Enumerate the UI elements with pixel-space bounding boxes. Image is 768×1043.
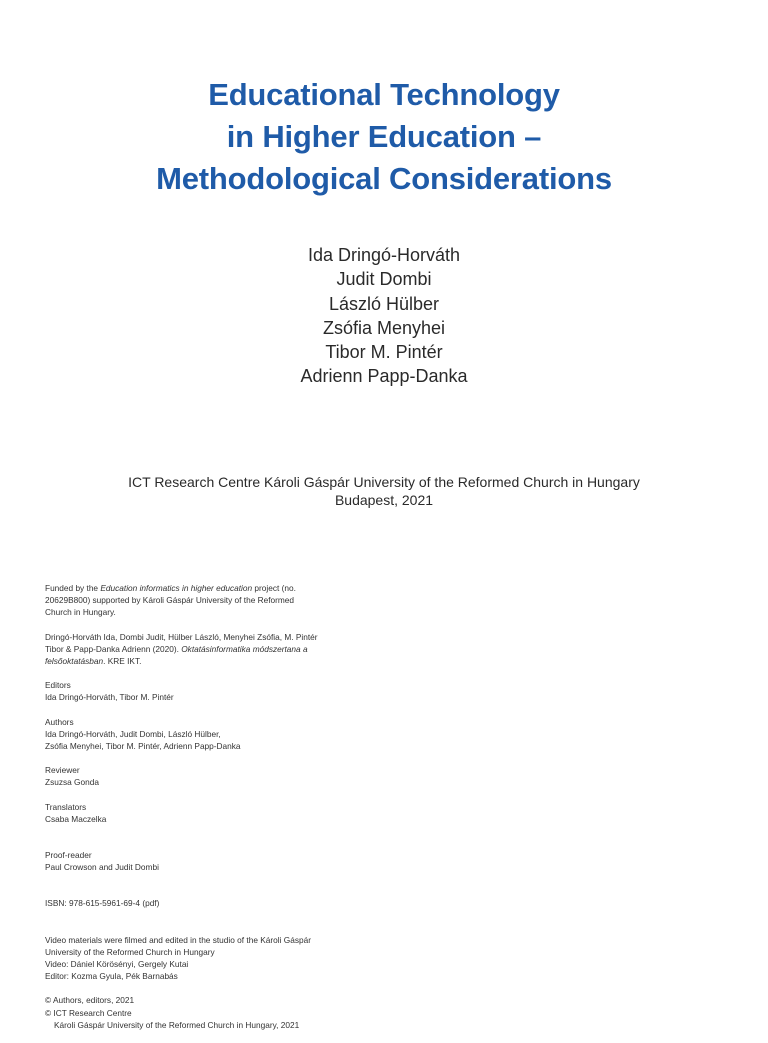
author-list — [0, 243, 768, 389]
reviewer-name: Zsuzsa Gonda — [45, 777, 99, 788]
author-name: Ida Dringó-Horváth — [307, 245, 461, 265]
copyright-line-3: Károli Gáspár University of the Reformed Church in Hungary, 2021 — [54, 1019, 300, 1030]
copyright-line-1: © Authors, editors, 2021 — [45, 995, 135, 1006]
citation-note — [45, 631, 335, 668]
funding-post: project (no. — [252, 583, 296, 593]
funding-line-1 — [45, 582, 335, 594]
citation-title-part-2: felsőoktatásban — [45, 656, 104, 667]
video-section — [45, 934, 335, 983]
title-line-1: Educational Technology — [208, 77, 560, 112]
author-name: Judit Dombi — [336, 269, 432, 290]
video-line-1: Video materials were filmed and edited in the studio of the Károli Gáspár — [45, 934, 311, 945]
title-line-2: in Higher Education – — [226, 119, 542, 154]
video-line-3: Video: Dániel Körösényi, Gergely Kutai — [45, 959, 189, 970]
author-name: Zsófia Menyhei — [322, 317, 446, 338]
editors-names: Ida Dringó-Horváth, Tibor M. Pintér — [45, 692, 174, 703]
funding-note — [45, 582, 335, 619]
citation-publisher: . KRE IKT. — [103, 656, 142, 667]
copyright-section — [45, 994, 335, 1031]
funding-project-title: Education informatics in higher education — [100, 583, 253, 593]
citation-authors-year: Tibor & Papp-Danka Adrienn (2020). — [45, 643, 182, 654]
copyright-line-2: © ICT Research Centre — [45, 1007, 132, 1018]
publisher-place-year: Budapest, 2021 — [334, 492, 434, 508]
funding-line-3: Church in Hungary. — [45, 607, 116, 618]
proofreader-label: Proof-reader — [45, 850, 92, 861]
isbn: ISBN: 978-615-5961-69-4 (pdf) — [45, 898, 160, 909]
author-name: László Hülber — [328, 293, 440, 314]
translators-label: Translators — [45, 801, 87, 812]
imprint-block — [45, 582, 335, 1043]
title-line-3: Methodological Considerations — [156, 161, 612, 196]
isbn-section — [45, 897, 335, 909]
editors-label: Editors — [45, 680, 71, 691]
authors-section — [45, 716, 335, 753]
citation-line-2 — [45, 643, 335, 655]
funding-line-2: 20629B800) supported by Károli Gáspár University of the Reformed — [45, 595, 295, 606]
citation-line-1: Dringó-Horváth Ida, Dombi Judit, Hülber László, Menyhei Zsófia, M. Pintér — [45, 631, 318, 642]
editors-section — [45, 679, 335, 703]
proofreader-names: Paul Crowson and Judit Dombi — [45, 862, 159, 873]
video-line-2: University of the Reformed Church in Hungary — [45, 946, 215, 957]
funding-pre: Funded by the — [45, 583, 101, 593]
reviewer-section — [45, 764, 335, 788]
translators-name: Csaba Maczelka — [45, 813, 107, 824]
citation-title-part-1: Oktatásinformatika módszertana a — [181, 643, 308, 654]
publisher-block — [0, 473, 768, 509]
proofreader-section — [45, 849, 335, 873]
author-name: Tibor M. Pintér — [325, 342, 443, 363]
video-line-4: Editor: Kozma Gyula, Pék Barnabás — [45, 971, 178, 982]
reviewer-label: Reviewer — [45, 765, 80, 776]
citation-line-3 — [45, 655, 335, 667]
authors-line-2: Zsófia Menyhei, Tibor M. Pintér, Adrienn Papp-Danka — [45, 741, 241, 752]
book-title — [0, 74, 768, 200]
author-name: Adrienn Papp-Danka — [300, 366, 468, 387]
authors-label: Authors — [45, 716, 74, 727]
publisher-institution: ICT Research Centre Károli Gáspár University of the Reformed Church in Hungary — [128, 474, 640, 490]
authors-line-1: Ida Dringó-Horváth, Judit Dombi, László Hülber, — [45, 728, 221, 739]
translators-section — [45, 801, 335, 825]
